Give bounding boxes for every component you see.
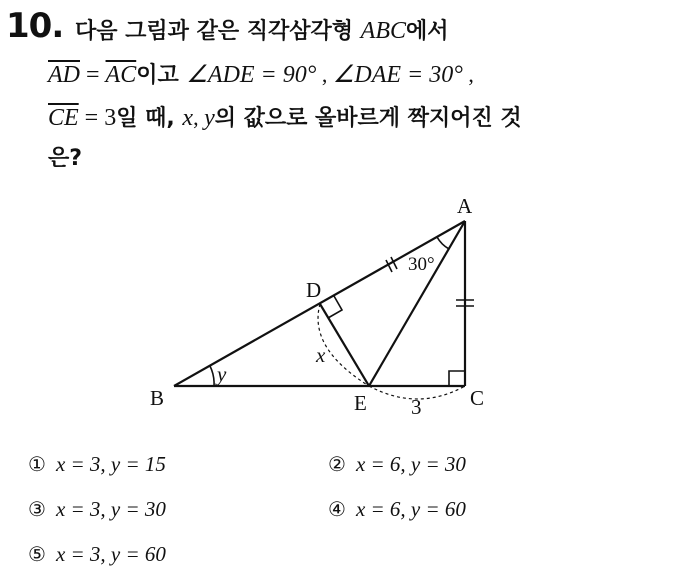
separator: ,: [462, 62, 474, 87]
vertex-label-e: E: [354, 391, 367, 415]
angle-arc-a: [437, 237, 449, 249]
question-text: 이고: [136, 63, 187, 88]
separator: ,: [316, 62, 333, 87]
question-number: 10.: [6, 6, 64, 46]
question-text: 의 값으로 올바르게 짝지어진 것: [214, 106, 522, 131]
choice-number: ②: [328, 452, 346, 476]
segment-de: [320, 304, 369, 386]
choice-4[interactable]: [328, 497, 466, 522]
question-text: 은?: [48, 146, 83, 171]
choice-number: ①: [28, 452, 46, 476]
vertex-label-c: C: [470, 386, 485, 410]
segment-ad: $\overline{AD}$: [48, 62, 80, 88]
choice-5[interactable]: [28, 542, 166, 567]
angle-label-30: 30°: [408, 254, 435, 275]
choice-text: x = 6, y = 30: [355, 452, 466, 476]
choice-3[interactable]: [28, 497, 166, 522]
question-text: 다음 그림과 같은 직각삼각형: [75, 19, 361, 44]
choice-text: x = 3, y = 30: [55, 497, 166, 521]
length-label-x: x: [316, 343, 326, 367]
angle-ade: ∠ADE = 90°: [186, 62, 317, 88]
choice-1[interactable]: [28, 452, 166, 477]
vertex-label-a: A: [457, 194, 473, 218]
segment-ac: $\overline{AC}$: [105, 62, 137, 88]
length-label-ce: 3: [411, 395, 422, 419]
separator: ,: [193, 105, 205, 130]
choice-number: ⑤: [28, 542, 46, 566]
equals-sign: =: [80, 62, 106, 88]
angle-arc-b: [210, 366, 214, 386]
segment-ae: [369, 221, 465, 386]
choice-number: ④: [328, 497, 346, 521]
ce-value: = 3: [78, 105, 117, 131]
segment-ce: $\overline{CE}$: [48, 105, 79, 131]
angle-label-y: y: [217, 362, 227, 386]
angle-dae: ∠DAE = 30°: [332, 62, 463, 88]
choice-2[interactable]: [328, 452, 466, 477]
question-text: 에서: [406, 19, 449, 44]
var-y: y: [204, 105, 215, 131]
right-angle-mark-d: [328, 296, 342, 318]
var-x: x: [182, 105, 194, 131]
choice-text: x = 3, y = 15: [55, 452, 166, 476]
right-angle-mark-c: [449, 371, 465, 386]
triangle-name: ABC: [360, 18, 406, 44]
choice-text: x = 3, y = 60: [55, 542, 166, 566]
choice-text: x = 6, y = 60: [355, 497, 466, 521]
vertex-label-d: D: [306, 278, 322, 302]
choice-number: ③: [28, 497, 46, 521]
question-text: 일 때,: [116, 106, 183, 131]
vertex-label-b: B: [150, 386, 165, 410]
